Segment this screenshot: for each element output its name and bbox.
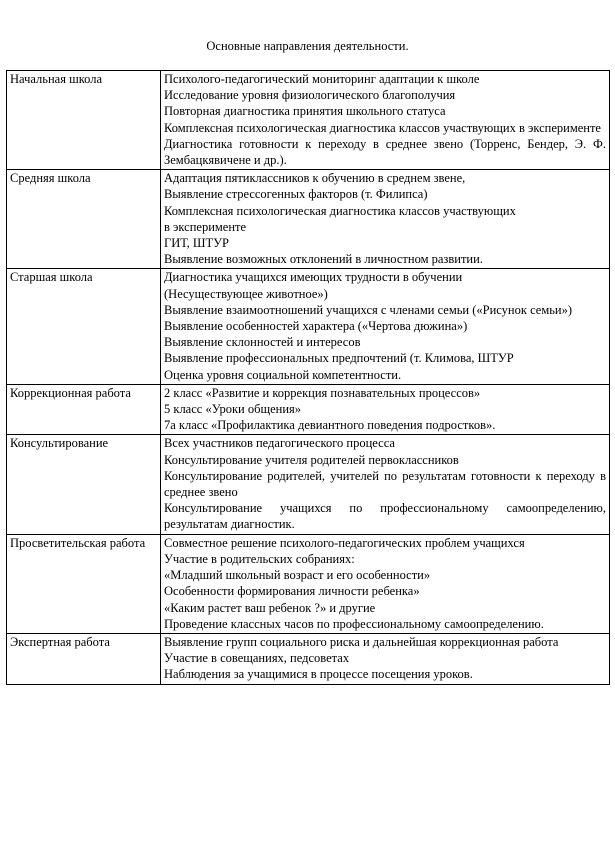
activity-item: Выявление возможных отклонений в личностном развитии. [164,252,483,267]
direction-cell: Консультирование [7,435,161,534]
activity-item: Повторная диагностика принятия школьного статуса [164,104,446,119]
activity-item: Комплексная психологическая диагностика классов участвующих в эксперименте [164,120,601,135]
activities-cell [161,384,610,435]
activities-cell [161,269,610,384]
activity-item: Наблюдения за учащимися в процессе посещения уроков. [164,667,473,682]
activity-item: 2 класс «Развитие и коррекция познавательных процессов» [164,385,481,400]
activity-item: Диагностика готовности к переходу в среднее звено (Торренс, Бендер, Э. Ф. Зембацкявичене и др.). [164,136,606,168]
activities-cell [161,170,610,269]
table-row [7,269,610,384]
activity-item: «Каким растет ваш ребенок ?» и другие [164,600,376,615]
direction-cell: Коррекционная работа [7,384,161,435]
activity-item: Консультирование учащихся по профессиональному самоопределению, результатам диагностик. [164,501,606,532]
activity-item: Диагностика учащихся имеющих трудности в обучении (Несуществующее животное») [164,270,463,301]
activity-item: Выявление взаимоотношений учащихся с членами семьи («Рисунок семьи») [164,302,573,317]
table-row [7,633,610,684]
direction-cell: Старшая школа [7,269,161,384]
activity-item: Выявление склонностей и интересов [164,335,361,350]
activity-item: 5 класс «Уроки общения» [164,402,302,417]
activity-item: Комплексная психологическая диагностика классов участвующих в эксперименте [164,203,516,234]
activity-item: Выявление групп социального риска и дальнейшая коррекционная работа [164,634,559,649]
activity-item: «Младший школьный возраст и его особенности» [164,568,431,583]
table-row [7,435,610,534]
activity-item: Оценка уровня социальной компетентности. [164,367,402,382]
direction-cell: Средняя школа [7,170,161,269]
activity-item: Участие в совещаниях, педсоветах [164,651,350,666]
activities-table [6,70,610,685]
direction-cell: Начальная школа [7,71,161,170]
activity-item: Адаптация пятиклассников к обучению в среднем звене, [164,171,466,186]
activities-cell [161,633,610,684]
document-title: Основные направления деятельности. [206,39,409,53]
activities-cell [161,435,610,534]
activities-cell [161,71,610,170]
activity-item: Проведение классных часов по профессиональному самоопределению. [164,616,544,631]
activity-item: Особенности формирования личности ребенка» [164,584,420,599]
table-row [7,71,610,170]
activity-item: Психолого-педагогический мониторинг адаптации к школе [164,72,480,86]
activity-item: 7а класс «Профилактика девиантного поведения подростков». [164,418,496,433]
activity-item: Всех участников педагогического процесса [164,436,395,451]
activities-cell [161,534,610,633]
activity-item: Консультирование учителя родителей первоклассников [164,452,459,467]
table-row [7,384,610,435]
activity-item: Выявление особенностей характера («Чертова дюжина») [164,319,468,334]
activity-item: ГИТ, ШТУР [164,236,229,251]
activity-item: Исследование уровня физиологического благополучия [164,88,456,103]
activity-item: Выявление стрессогенных факторов (т. Филипса) [164,187,428,202]
activity-item: Совместное решение психолого-педагогических проблем учащихся [164,535,525,550]
table-row [7,534,610,633]
table-row [7,170,610,269]
direction-cell: Экспертная работа [7,633,161,684]
activity-item: Выявление профессиональных предпочтений (т. Климова, ШТУР [164,351,514,366]
direction-cell: Просветительская работа [7,534,161,633]
activity-item: Консультирование родителей, учителей по результатам готовности к переходу в среднее звено [164,468,606,500]
activity-item: Участие в родительских собраниях: [164,551,355,566]
